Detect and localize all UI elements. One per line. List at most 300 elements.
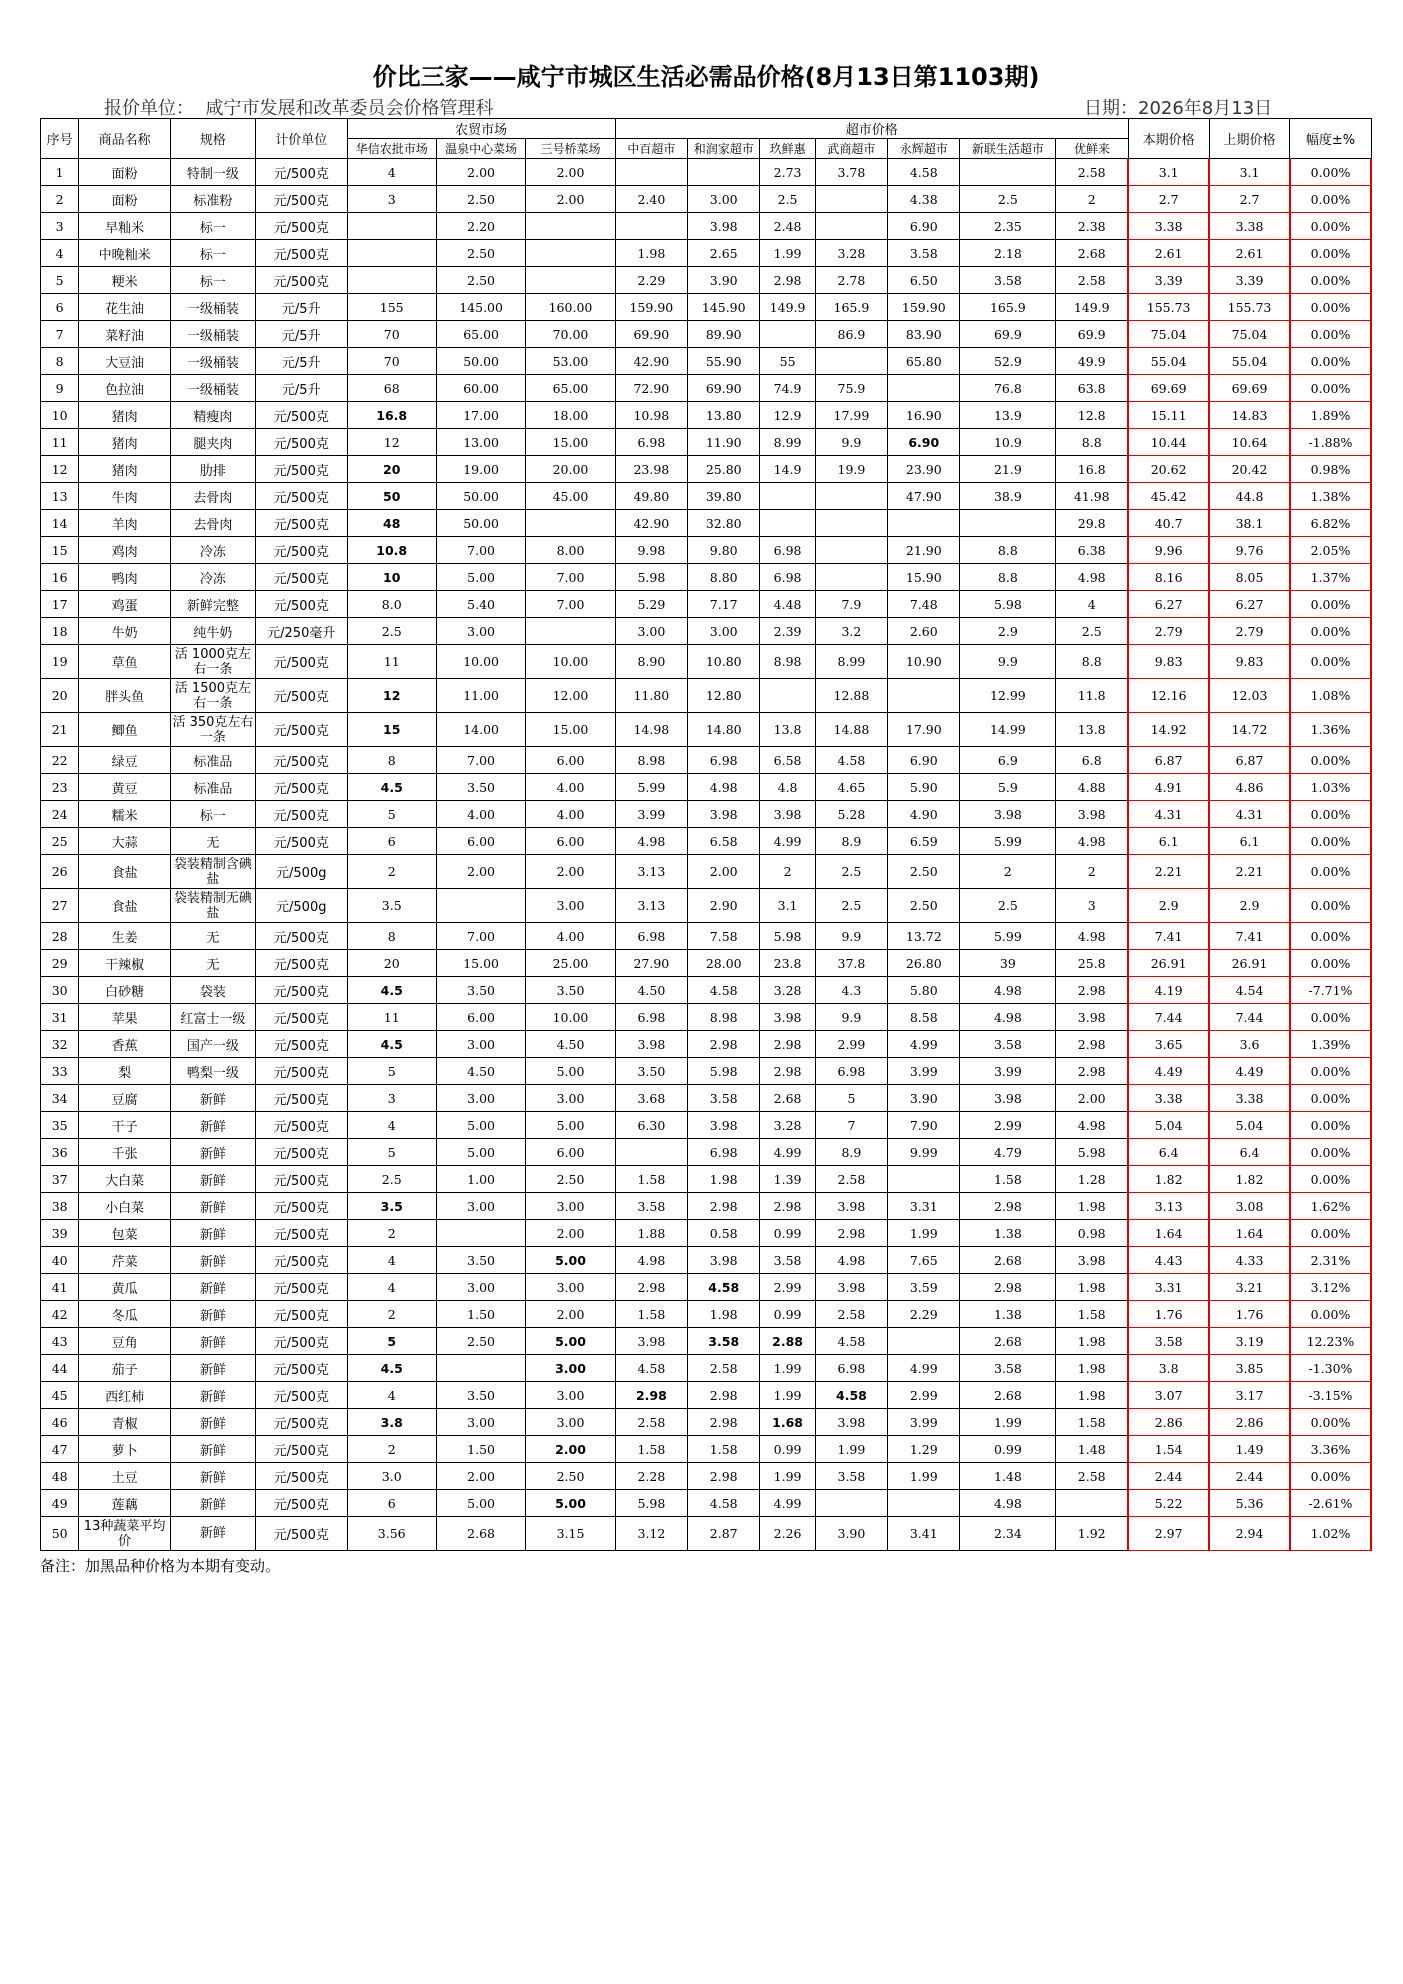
cell-price: 15.00 bbox=[526, 429, 615, 456]
cell-price: 3.98 bbox=[688, 1247, 760, 1274]
cell-price: 69.9 bbox=[960, 321, 1056, 348]
cell-current-price: 12.16 bbox=[1128, 679, 1209, 713]
cell-price: 3.00 bbox=[436, 1031, 525, 1058]
cell-spec: 肋排 bbox=[170, 456, 255, 483]
header-market: 温泉中心菜场 bbox=[436, 139, 525, 159]
cell-price: 89.90 bbox=[688, 321, 760, 348]
cell-previous-price: 6.1 bbox=[1209, 828, 1290, 855]
cell-price bbox=[888, 1490, 960, 1517]
cell-price: 2.29 bbox=[615, 267, 687, 294]
cell-price: 4.58 bbox=[815, 1328, 887, 1355]
cell-price: 4.99 bbox=[760, 828, 815, 855]
cell-unit: 元/5升 bbox=[255, 294, 347, 321]
cell-price: 4.00 bbox=[526, 774, 615, 801]
cell-spec: 标准品 bbox=[170, 747, 255, 774]
cell-price: 42.90 bbox=[615, 510, 687, 537]
cell-price: 6.98 bbox=[688, 747, 760, 774]
cell-seq: 2 bbox=[41, 186, 79, 213]
cell-current-price: 5.04 bbox=[1128, 1112, 1209, 1139]
cell-price: 6.00 bbox=[526, 747, 615, 774]
cell-seq: 40 bbox=[41, 1247, 79, 1274]
cell-spec: 新鲜 bbox=[170, 1328, 255, 1355]
cell-price: 2.58 bbox=[1056, 1463, 1128, 1490]
cell-price: 9.9 bbox=[960, 645, 1056, 679]
cell-seq: 3 bbox=[41, 213, 79, 240]
cell-price: 145.00 bbox=[436, 294, 525, 321]
cell-price: 1.99 bbox=[815, 1436, 887, 1463]
cell-price: 5.98 bbox=[1056, 1139, 1128, 1166]
cell-name: 面粉 bbox=[79, 186, 171, 213]
cell-price: 3.00 bbox=[436, 1193, 525, 1220]
cell-price: 2 bbox=[347, 855, 436, 889]
cell-price bbox=[615, 1139, 687, 1166]
cell-price: 4 bbox=[1056, 591, 1128, 618]
cell-name: 胖头鱼 bbox=[79, 679, 171, 713]
cell-price: 1.68 bbox=[760, 1409, 815, 1436]
cell-price: 14.9 bbox=[760, 456, 815, 483]
cell-price: 1.58 bbox=[615, 1166, 687, 1193]
cell-price: 15 bbox=[347, 713, 436, 747]
cell-price: 2.58 bbox=[1056, 159, 1128, 186]
subheader bbox=[40, 94, 1372, 118]
cell-price: 9.9 bbox=[815, 923, 887, 950]
cell-price bbox=[815, 483, 887, 510]
cell-price: 149.9 bbox=[1056, 294, 1128, 321]
cell-price: 55 bbox=[760, 348, 815, 375]
cell-unit: 元/500克 bbox=[255, 483, 347, 510]
cell-seq: 6 bbox=[41, 294, 79, 321]
cell-price: 2.99 bbox=[815, 1031, 887, 1058]
cell-price: 3.50 bbox=[436, 977, 525, 1004]
cell-price: 1.98 bbox=[1056, 1355, 1128, 1382]
cell-previous-price: 14.72 bbox=[1209, 713, 1290, 747]
cell-price: 3.56 bbox=[347, 1517, 436, 1551]
cell-spec: 新鲜 bbox=[170, 1193, 255, 1220]
header-previous-price: 上期价格 bbox=[1209, 119, 1290, 159]
cell-spec: 一级桶装 bbox=[170, 348, 255, 375]
cell-price: 6.00 bbox=[436, 828, 525, 855]
cell-seq: 7 bbox=[41, 321, 79, 348]
cell-change: 0.00% bbox=[1290, 1139, 1371, 1166]
cell-unit: 元/500克 bbox=[255, 977, 347, 1004]
cell-price: 7.48 bbox=[888, 591, 960, 618]
cell-price bbox=[815, 1490, 887, 1517]
cell-price: 6 bbox=[347, 828, 436, 855]
cell-price: 5.29 bbox=[615, 591, 687, 618]
cell-price: 37.8 bbox=[815, 950, 887, 977]
cell-price: 3.78 bbox=[815, 159, 887, 186]
cell-previous-price: 3.08 bbox=[1209, 1193, 1290, 1220]
cell-change: 0.00% bbox=[1290, 950, 1371, 977]
cell-price: 86.9 bbox=[815, 321, 887, 348]
cell-change: 2.31% bbox=[1290, 1247, 1371, 1274]
cell-spec: 鸭梨一级 bbox=[170, 1058, 255, 1085]
cell-price: 1.98 bbox=[1056, 1328, 1128, 1355]
cell-price: 5.00 bbox=[526, 1058, 615, 1085]
cell-price: 2.20 bbox=[436, 213, 525, 240]
cell-spec: 标一 bbox=[170, 801, 255, 828]
cell-price: 4.99 bbox=[888, 1031, 960, 1058]
table-row bbox=[41, 1274, 1372, 1301]
cell-previous-price: 2.94 bbox=[1209, 1517, 1290, 1551]
cell-price: 4.98 bbox=[615, 1247, 687, 1274]
cell-price: 4.58 bbox=[688, 1274, 760, 1301]
cell-price: 165.9 bbox=[960, 294, 1056, 321]
cell-unit: 元/500克 bbox=[255, 402, 347, 429]
cell-price: 6.98 bbox=[760, 564, 815, 591]
cell-seq: 45 bbox=[41, 1382, 79, 1409]
cell-previous-price: 5.36 bbox=[1209, 1490, 1290, 1517]
cell-spec: 无 bbox=[170, 923, 255, 950]
cell-price: 4.38 bbox=[888, 186, 960, 213]
cell-seq: 29 bbox=[41, 950, 79, 977]
cell-spec: 新鲜 bbox=[170, 1517, 255, 1551]
cell-price: 45.00 bbox=[526, 483, 615, 510]
cell-price: 3.98 bbox=[760, 1004, 815, 1031]
cell-previous-price: 4.31 bbox=[1209, 801, 1290, 828]
cell-price: 10.00 bbox=[526, 645, 615, 679]
cell-current-price: 2.7 bbox=[1128, 186, 1209, 213]
cell-price: 3.00 bbox=[436, 1274, 525, 1301]
cell-price: 15.00 bbox=[436, 950, 525, 977]
cell-name: 大豆油 bbox=[79, 348, 171, 375]
cell-change: 0.00% bbox=[1290, 801, 1371, 828]
cell-price: 2.98 bbox=[760, 1193, 815, 1220]
cell-previous-price: 7.41 bbox=[1209, 923, 1290, 950]
cell-price: 1.58 bbox=[688, 1436, 760, 1463]
cell-current-price: 3.07 bbox=[1128, 1382, 1209, 1409]
cell-previous-price: 20.42 bbox=[1209, 456, 1290, 483]
header-market: 三号桥菜场 bbox=[526, 139, 615, 159]
cell-spec: 冷冻 bbox=[170, 564, 255, 591]
cell-name: 黄豆 bbox=[79, 774, 171, 801]
cell-previous-price: 8.05 bbox=[1209, 564, 1290, 591]
cell-price: 2.00 bbox=[526, 1220, 615, 1247]
cell-price: 8.9 bbox=[815, 828, 887, 855]
cell-spec: 新鲜完整 bbox=[170, 591, 255, 618]
cell-change: 0.00% bbox=[1290, 1301, 1371, 1328]
cell-price: 2.5 bbox=[1056, 618, 1128, 645]
cell-unit: 元/500克 bbox=[255, 510, 347, 537]
cell-price: 4.58 bbox=[815, 1382, 887, 1409]
cell-price: 3.98 bbox=[960, 1085, 1056, 1112]
cell-price: 2.5 bbox=[960, 186, 1056, 213]
cell-price: 10.00 bbox=[436, 645, 525, 679]
cell-previous-price: 75.04 bbox=[1209, 321, 1290, 348]
cell-previous-price: 38.1 bbox=[1209, 510, 1290, 537]
cell-name: 色拉油 bbox=[79, 375, 171, 402]
cell-price: 8.98 bbox=[615, 747, 687, 774]
cell-unit: 元/500克 bbox=[255, 1193, 347, 1220]
cell-name: 牛奶 bbox=[79, 618, 171, 645]
table-row bbox=[41, 1463, 1372, 1490]
cell-current-price: 2.97 bbox=[1128, 1517, 1209, 1551]
cell-spec: 一级桶装 bbox=[170, 375, 255, 402]
cell-price: 8.00 bbox=[526, 537, 615, 564]
cell-current-price: 4.19 bbox=[1128, 977, 1209, 1004]
cell-name: 小白菜 bbox=[79, 1193, 171, 1220]
cell-price: 14.99 bbox=[960, 713, 1056, 747]
cell-price: 2.58 bbox=[615, 1409, 687, 1436]
cell-price: 9.99 bbox=[888, 1139, 960, 1166]
cell-price: 6.00 bbox=[526, 828, 615, 855]
cell-price: 50.00 bbox=[436, 348, 525, 375]
cell-current-price: 7.41 bbox=[1128, 923, 1209, 950]
cell-price: 8 bbox=[347, 747, 436, 774]
cell-unit: 元/500克 bbox=[255, 429, 347, 456]
cell-price: 4.3 bbox=[815, 977, 887, 1004]
cell-name: 绿豆 bbox=[79, 747, 171, 774]
cell-price: 3.00 bbox=[526, 1409, 615, 1436]
cell-price: 3.99 bbox=[615, 801, 687, 828]
cell-seq: 22 bbox=[41, 747, 79, 774]
cell-price: 16.90 bbox=[888, 402, 960, 429]
cell-price: 3.00 bbox=[688, 186, 760, 213]
cell-name: 粳米 bbox=[79, 267, 171, 294]
cell-spec: 活 350克左右一条 bbox=[170, 713, 255, 747]
cell-change: 0.00% bbox=[1290, 294, 1371, 321]
cell-price bbox=[347, 240, 436, 267]
table-row bbox=[41, 923, 1372, 950]
cell-price: 11 bbox=[347, 645, 436, 679]
cell-unit: 元/500克 bbox=[255, 645, 347, 679]
table-row bbox=[41, 950, 1372, 977]
cell-price: 4.65 bbox=[815, 774, 887, 801]
cell-current-price: 6.27 bbox=[1128, 591, 1209, 618]
cell-price: 4.98 bbox=[688, 774, 760, 801]
cell-name: 土豆 bbox=[79, 1463, 171, 1490]
cell-price: 5 bbox=[347, 801, 436, 828]
cell-price: 3.58 bbox=[615, 1193, 687, 1220]
cell-spec: 标准品 bbox=[170, 774, 255, 801]
cell-price: 4.98 bbox=[1056, 564, 1128, 591]
cell-current-price: 155.73 bbox=[1128, 294, 1209, 321]
cell-price: 5 bbox=[347, 1328, 436, 1355]
cell-name: 干辣椒 bbox=[79, 950, 171, 977]
cell-current-price: 26.91 bbox=[1128, 950, 1209, 977]
table-row bbox=[41, 375, 1372, 402]
cell-price: 2.87 bbox=[688, 1517, 760, 1551]
cell-spec: 活 1500克左右一条 bbox=[170, 679, 255, 713]
cell-price: 6.30 bbox=[615, 1112, 687, 1139]
cell-price: 8.8 bbox=[960, 564, 1056, 591]
header-market: 和润家超市 bbox=[688, 139, 760, 159]
cell-price: 3.50 bbox=[436, 1382, 525, 1409]
cell-price: 6.98 bbox=[615, 923, 687, 950]
cell-change: 1.38% bbox=[1290, 483, 1371, 510]
table-row bbox=[41, 1085, 1372, 1112]
cell-price: 2.68 bbox=[760, 1085, 815, 1112]
cell-unit: 元/5升 bbox=[255, 375, 347, 402]
cell-unit: 元/500克 bbox=[255, 1517, 347, 1551]
cell-price: 6.98 bbox=[815, 1058, 887, 1085]
cell-price: 2.00 bbox=[436, 855, 525, 889]
cell-price: 4.98 bbox=[960, 977, 1056, 1004]
cell-price: 12.8 bbox=[1056, 402, 1128, 429]
cell-price: 2.78 bbox=[815, 267, 887, 294]
cell-spec: 袋装 bbox=[170, 977, 255, 1004]
table-row bbox=[41, 1328, 1372, 1355]
cell-price: 3.5 bbox=[347, 1193, 436, 1220]
cell-price: 3 bbox=[347, 1085, 436, 1112]
cell-price: 4.58 bbox=[815, 747, 887, 774]
table-row bbox=[41, 1193, 1372, 1220]
cell-price: 2.68 bbox=[1056, 240, 1128, 267]
cell-price: 2.98 bbox=[688, 1409, 760, 1436]
cell-name: 大白菜 bbox=[79, 1166, 171, 1193]
cell-price: 12.9 bbox=[760, 402, 815, 429]
cell-current-price: 3.38 bbox=[1128, 1085, 1209, 1112]
cell-price: 3.99 bbox=[888, 1058, 960, 1085]
cell-name: 食盐 bbox=[79, 855, 171, 889]
table-row bbox=[41, 828, 1372, 855]
cell-price: 7.00 bbox=[526, 591, 615, 618]
cell-price: 6.00 bbox=[526, 1139, 615, 1166]
cell-price: 5 bbox=[815, 1085, 887, 1112]
cell-price: 2.26 bbox=[760, 1517, 815, 1551]
table-row bbox=[41, 747, 1372, 774]
cell-seq: 27 bbox=[41, 889, 79, 923]
cell-price: 6.9 bbox=[960, 747, 1056, 774]
cell-seq: 4 bbox=[41, 240, 79, 267]
header-current-price: 本期价格 bbox=[1128, 119, 1209, 159]
cell-price: 8.8 bbox=[1056, 429, 1128, 456]
cell-price: 2.00 bbox=[526, 1301, 615, 1328]
cell-current-price: 4.49 bbox=[1128, 1058, 1209, 1085]
cell-price: 5.98 bbox=[688, 1058, 760, 1085]
cell-unit: 元/500克 bbox=[255, 1247, 347, 1274]
cell-seq: 48 bbox=[41, 1463, 79, 1490]
cell-price: 47.90 bbox=[888, 483, 960, 510]
cell-price bbox=[888, 375, 960, 402]
cell-price: 5.28 bbox=[815, 801, 887, 828]
cell-price: 4.99 bbox=[760, 1139, 815, 1166]
price-table-body bbox=[41, 159, 1372, 1551]
cell-price: 3.58 bbox=[760, 1247, 815, 1274]
header-market: 中百超市 bbox=[615, 139, 687, 159]
cell-price: 26.80 bbox=[888, 950, 960, 977]
cell-price bbox=[436, 1220, 525, 1247]
header-seq: 序号 bbox=[41, 119, 79, 159]
cell-price: 6.98 bbox=[815, 1355, 887, 1382]
cell-current-price: 2.44 bbox=[1128, 1463, 1209, 1490]
cell-name: 面粉 bbox=[79, 159, 171, 186]
cell-seq: 46 bbox=[41, 1409, 79, 1436]
cell-previous-price: 6.87 bbox=[1209, 747, 1290, 774]
cell-price: 3.58 bbox=[960, 1355, 1056, 1382]
cell-price: 2.39 bbox=[760, 618, 815, 645]
cell-price bbox=[760, 321, 815, 348]
cell-spec: 去骨肉 bbox=[170, 510, 255, 537]
cell-price: 5.98 bbox=[615, 564, 687, 591]
cell-price: 2.50 bbox=[526, 1463, 615, 1490]
cell-price: 4.98 bbox=[960, 1004, 1056, 1031]
cell-price: 4 bbox=[347, 1112, 436, 1139]
table-row bbox=[41, 1166, 1372, 1193]
cell-price: 8.8 bbox=[1056, 645, 1128, 679]
cell-name: 生姜 bbox=[79, 923, 171, 950]
cell-price: 4.90 bbox=[888, 801, 960, 828]
cell-seq: 18 bbox=[41, 618, 79, 645]
cell-spec: 红富士一级 bbox=[170, 1004, 255, 1031]
cell-change: 0.00% bbox=[1290, 1166, 1371, 1193]
cell-name: 冬瓜 bbox=[79, 1301, 171, 1328]
cell-price: 12.99 bbox=[960, 679, 1056, 713]
cell-change: 3.12% bbox=[1290, 1274, 1371, 1301]
cell-price: 12 bbox=[347, 429, 436, 456]
table-row bbox=[41, 679, 1372, 713]
cell-price: 28.00 bbox=[688, 950, 760, 977]
cell-price: 9.9 bbox=[815, 429, 887, 456]
cell-price: 4.58 bbox=[888, 159, 960, 186]
footnote: 备注：加黑品种价格为本期有变动。 bbox=[40, 1557, 281, 1575]
cell-price: 2.00 bbox=[436, 1463, 525, 1490]
cell-seq: 17 bbox=[41, 591, 79, 618]
cell-current-price: 15.11 bbox=[1128, 402, 1209, 429]
cell-unit: 元/500克 bbox=[255, 1301, 347, 1328]
cell-price: 17.90 bbox=[888, 713, 960, 747]
cell-price bbox=[436, 1355, 525, 1382]
cell-name: 13种蔬菜平均价 bbox=[79, 1517, 171, 1551]
cell-price: 1.98 bbox=[1056, 1274, 1128, 1301]
cell-spec: 袋装精制无碘盐 bbox=[170, 889, 255, 923]
cell-price: 38.9 bbox=[960, 483, 1056, 510]
cell-spec: 新鲜 bbox=[170, 1490, 255, 1517]
price-sheet bbox=[40, 60, 1372, 1576]
cell-price: 2.98 bbox=[615, 1382, 687, 1409]
cell-price: 1.58 bbox=[1056, 1409, 1128, 1436]
cell-price: 1.98 bbox=[1056, 1193, 1128, 1220]
cell-spec: 袋装精制含碘盐 bbox=[170, 855, 255, 889]
cell-price: 7.58 bbox=[688, 923, 760, 950]
cell-price: 5.80 bbox=[888, 977, 960, 1004]
cell-seq: 41 bbox=[41, 1274, 79, 1301]
cell-price: 1.99 bbox=[760, 1355, 815, 1382]
cell-current-price: 3.13 bbox=[1128, 1193, 1209, 1220]
cell-spec: 新鲜 bbox=[170, 1112, 255, 1139]
cell-price: 2.98 bbox=[960, 1193, 1056, 1220]
cell-price: 3.58 bbox=[688, 1085, 760, 1112]
cell-price: 13.00 bbox=[436, 429, 525, 456]
cell-price: 2.00 bbox=[526, 855, 615, 889]
cell-price: 11.90 bbox=[688, 429, 760, 456]
table-row bbox=[41, 240, 1372, 267]
cell-price: 3.28 bbox=[760, 977, 815, 1004]
cell-price: 2.50 bbox=[436, 267, 525, 294]
cell-spec: 一级桶装 bbox=[170, 294, 255, 321]
cell-price: 3.90 bbox=[888, 1085, 960, 1112]
cell-current-price: 55.04 bbox=[1128, 348, 1209, 375]
cell-seq: 1 bbox=[41, 159, 79, 186]
table-row bbox=[41, 1139, 1372, 1166]
report-date: 2026年8月13日 bbox=[1138, 98, 1273, 119]
cell-change: -2.61% bbox=[1290, 1490, 1371, 1517]
cell-price: 4.50 bbox=[436, 1058, 525, 1085]
cell-seq: 20 bbox=[41, 679, 79, 713]
cell-price: 11 bbox=[347, 1004, 436, 1031]
cell-price: 2.40 bbox=[615, 186, 687, 213]
cell-change: 0.00% bbox=[1290, 1004, 1371, 1031]
cell-seq: 25 bbox=[41, 828, 79, 855]
cell-name: 白砂糖 bbox=[79, 977, 171, 1004]
cell-price: 6.00 bbox=[436, 1004, 525, 1031]
cell-price: 2 bbox=[347, 1436, 436, 1463]
cell-change: 0.00% bbox=[1290, 1058, 1371, 1085]
cell-price: 2.00 bbox=[688, 855, 760, 889]
cell-price: 2.90 bbox=[688, 889, 760, 923]
cell-price: 39 bbox=[960, 950, 1056, 977]
cell-price: 2 bbox=[347, 1220, 436, 1247]
